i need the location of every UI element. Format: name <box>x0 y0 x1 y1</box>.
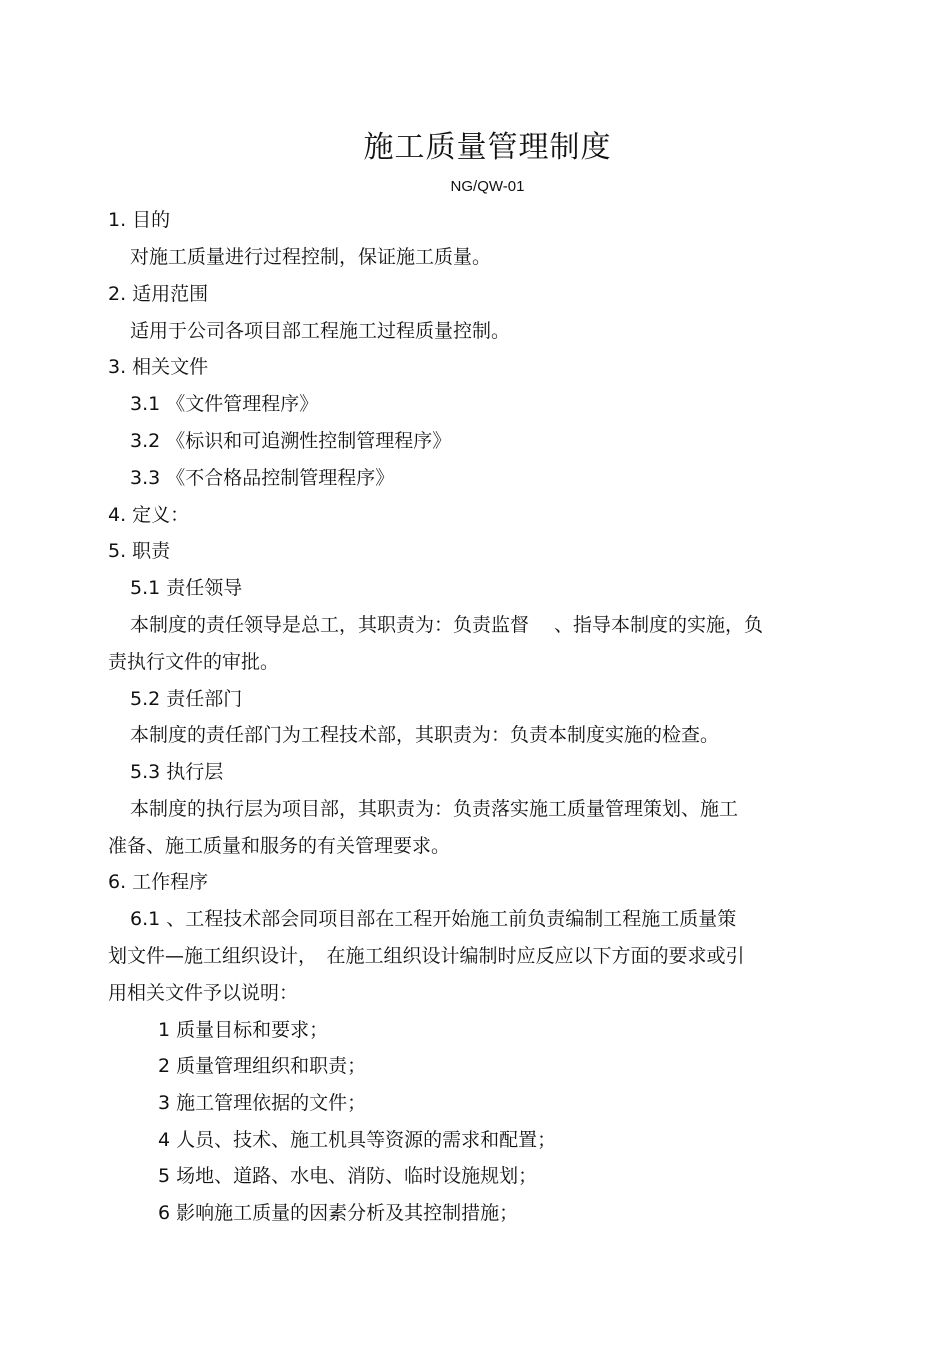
paragraph-line: 责执行文件的审批。 <box>108 651 280 673</box>
section-heading: 1. 目的 <box>108 209 171 231</box>
section-heading: 5. 职责 <box>108 540 171 562</box>
paragraph-line: 用相关文件予以说明： <box>108 982 299 1004</box>
paragraph-line: 本制度的执行层为项目部，其职责为：负责落实施工质量管理策划、施工 <box>130 798 739 820</box>
subsection-item: 3.2 《标识和可追溯性控制管理程序》 <box>130 430 452 452</box>
subsection-heading: 5.1 责任领导 <box>130 577 243 599</box>
paragraph-line: 本制度的责任领导是总工，其职责为：负责监督 、指导本制度的实施，负 <box>130 614 764 636</box>
list-item: 4 人员、技术、施工机具等资源的需求和配置； <box>158 1129 557 1151</box>
paragraph-line: 准备、施工质量和服务的有关管理要求。 <box>108 835 451 857</box>
list-item: 3 施工管理依据的文件； <box>158 1092 367 1114</box>
document-code: NG/QW-01 <box>450 178 525 195</box>
document-title: 施工质量管理制度 <box>363 130 612 165</box>
paragraph-line: 划文件—施工组织设计， 在施工组织设计编制时应反应以下方面的要求或引 <box>108 945 745 967</box>
paragraph-line: 6.1 、工程技术部会同项目部在工程开始施工前负责编制工程施工质量策 <box>130 908 737 930</box>
list-item: 5 场地、道路、水电、消防、临时设施规划； <box>158 1165 538 1187</box>
list-item: 1 质量目标和要求； <box>158 1019 329 1041</box>
section-heading: 6. 工作程序 <box>108 871 209 893</box>
subsection-item: 3.3 《不合格品控制管理程序》 <box>130 467 395 489</box>
section-heading: 3. 相关文件 <box>108 356 209 378</box>
paragraph-line: 对施工质量进行过程控制，保证施工质量。 <box>130 246 492 268</box>
subsection-heading: 5.2 责任部门 <box>130 688 243 710</box>
subsection-item: 3.1 《文件管理程序》 <box>130 393 319 415</box>
list-item: 2 质量管理组织和职责； <box>158 1055 367 1077</box>
paragraph-line: 本制度的责任部门为工程技术部，其职责为：负责本制度实施的检查。 <box>130 724 720 746</box>
section-heading: 4. 定义： <box>108 504 190 526</box>
list-item: 6 影响施工质量的因素分析及其控制措施； <box>158 1202 519 1224</box>
paragraph-line: 适用于公司各项目部工程施工过程质量控制。 <box>130 320 511 342</box>
section-heading: 2. 适用范围 <box>108 283 209 305</box>
subsection-heading: 5.3 执行层 <box>130 761 224 783</box>
